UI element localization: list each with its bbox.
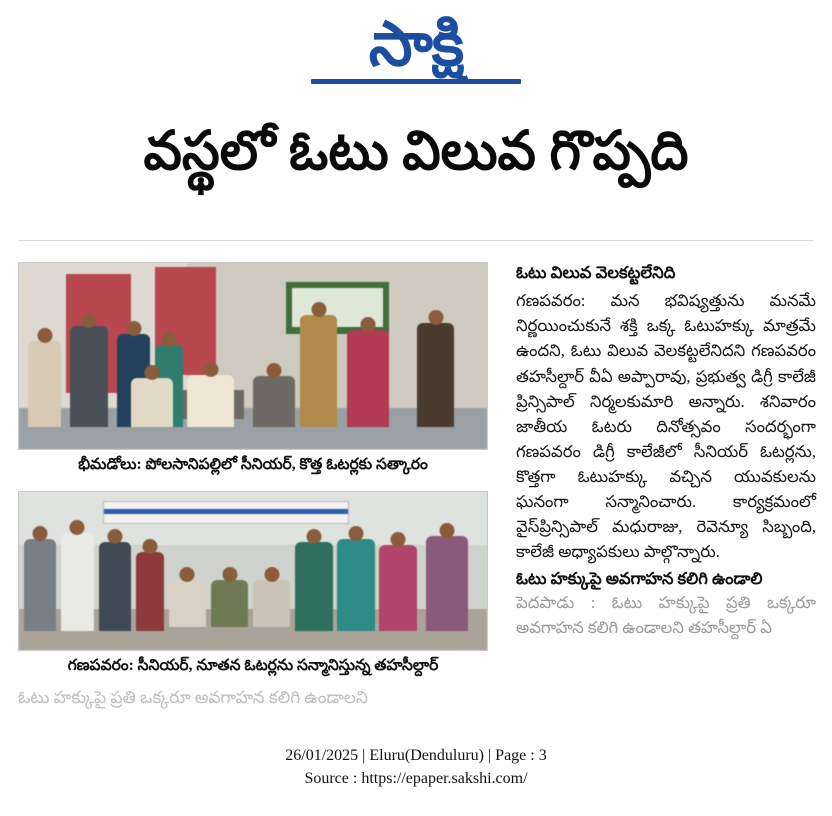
sakshi-logo: సాక్షి [368,11,464,79]
headline-divider [18,240,814,241]
article-subhead-2: ఓటు హక్కుపై అవగాహన కలిగి ఉండాలి [516,569,763,589]
masthead [0,11,832,84]
faded-cutoff-text: ఓటు హక్కుపై ప్రతి ఒక్కరూ అవగాహన కలిగి ఉండాలని [18,688,368,708]
footer [0,744,832,790]
photo1-scene [19,263,487,449]
masthead-underline [311,79,521,84]
photo1-caption: భీమడోలు: పోలసానిపల్లిలో సీనియర్, కొత్త ఓటర్లకు సత్కారం [78,456,428,473]
photo-tahsildar-felicitating-voters [18,491,488,651]
article-body-2: పెదపాడు : ఓటు హక్కుపై ప్రతి ఒక్కరూ అవగాహన కలిగి ఉండాలని తహసీల్దార్ ఏ [516,593,816,638]
footer-edition-line: 26/01/2025 | Eluru(Denduluru) | Page : 3 [285,746,547,764]
photo-column [18,262,488,709]
article-column [516,262,816,641]
article-body-1: గణపవరం: మన భవిష్యత్తును మనమే నిర్ణయించుకునే శక్తి ఒక్క ఓటుహక్కు మాత్రమే ఉందని, ఓటు విలువ వెలకట్టలేనిదని గణపవరం తహసీల్దార్ వీఏ అప్పారావు, ప్రభుత్వ డిగ్రీ కాలేజీ ప్రిన్సిపాల్ నిర్మలకుమారి అన్నారు. శనివారం జాతీయ ఓటరు దినోత్సవం సందర్భంగా గణపవరం డిగ్రీ కాలేజీలో సీనియర్ ఓటర్లను, కొత్తగా ఓటుహక్కు వచ్చిన యువకులను ఘనంగా సన్మానించారు. కార్యక్రమంలో వైస్‌ప్రిన్సిపాల్ మధురాజు, రెవెన్యూ సిబ్బంది, కాలేజీ అధ్యాపకులు పాల్గొన్నారు. [516,291,816,562]
footer-source-line: Source : https://epaper.sakshi.com/ [304,769,528,787]
page-headline: వస్థలో ఓటు విలువ గొప్పది [143,121,689,181]
article-subhead-1: ఓటు విలువ వెలకట్టలేనిది [516,263,676,282]
photo2-caption: గణపవరం: సీనియర్, నూతన ఓటర్లను సన్మానిస్తున్న తహసీల్దార్ [67,656,439,674]
photo-senior-voters-felicitation [18,262,488,450]
photo2-scene [19,492,487,650]
